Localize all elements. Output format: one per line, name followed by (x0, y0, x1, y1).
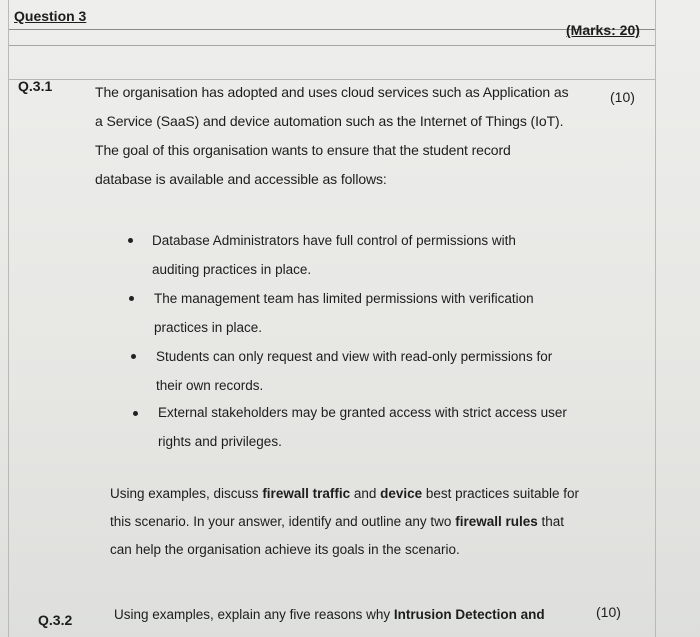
right-border (655, 0, 656, 637)
q31-intro (95, 78, 568, 194)
task-text: Using examples, discuss (110, 486, 263, 501)
task-text: this scenario. In your answer, identify and outline any two (110, 514, 456, 529)
bullet-item (154, 285, 534, 342)
question-title: Question 3 (14, 8, 87, 24)
task-bold: firewall traffic (262, 486, 351, 501)
bullet-line: auditing practices in place. (152, 261, 312, 277)
q31-intro-line: database is available and accessible as follows: (95, 171, 387, 187)
bullet-dot (131, 354, 136, 359)
task-text: that (537, 514, 565, 529)
bullet-item (156, 343, 552, 400)
task-bold: device (380, 486, 423, 501)
q32-number: Q.3.2 (38, 612, 73, 628)
left-border (8, 0, 9, 637)
header-bottom-border (8, 45, 656, 46)
q32-text-plain: Using examples, explain any five reasons why (114, 607, 394, 622)
bullet-line: rights and privileges. (158, 433, 282, 449)
bullet-line: External stakeholders may be granted access with strict access user (158, 405, 567, 420)
q31-task (110, 480, 579, 564)
task-text: best practices suitable for (422, 486, 579, 501)
q31-intro-line: a Service (SaaS) and device automation such as the Internet of Things (IoT). (95, 113, 564, 129)
bullet-line: practices in place. (154, 319, 263, 335)
q31-task-line: can help the organisation achieve its goals in the scenario. (110, 542, 460, 557)
marks-total: (Marks: 20) (566, 22, 640, 38)
bullet-line: Database Administrators have full control of permissions with (152, 233, 516, 248)
bullet-dot (129, 296, 134, 301)
q31-intro-line: The organisation has adopted and uses cloud services such as Application as (95, 84, 569, 100)
bullet-item (158, 399, 567, 456)
q32-text-bold: Intrusion Detection and (393, 607, 545, 622)
task-text: and (350, 486, 381, 501)
bullet-item (152, 227, 516, 284)
q32-marks: (10) (596, 604, 621, 620)
bullet-line: their own records. (156, 377, 264, 393)
bullet-dot (128, 238, 133, 243)
task-bold: firewall rules (455, 514, 538, 529)
q31-task-line (110, 508, 579, 536)
q31-task-line (110, 480, 579, 508)
bullet-line: Students can only request and view with read-only permissions for (156, 349, 553, 364)
q31-marks: (10) (610, 89, 635, 105)
bullet-line: The management team has limited permissions with verification (154, 291, 534, 306)
q32-text (114, 601, 545, 629)
bullet-dot (133, 411, 138, 416)
header-divider (8, 29, 656, 30)
q31-intro-line: The goal of this organisation wants to ensure that the student record (95, 142, 511, 158)
q31-number: Q.3.1 (18, 78, 53, 94)
